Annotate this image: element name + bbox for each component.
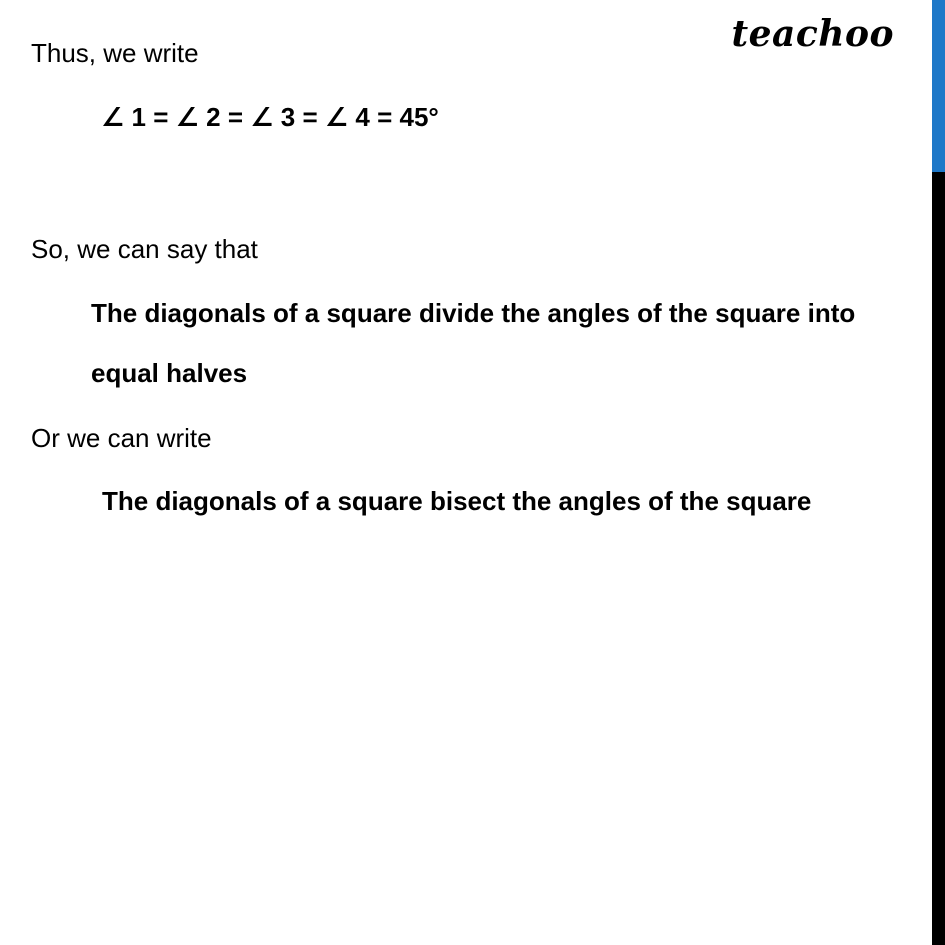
intro-text: Thus, we write bbox=[31, 38, 199, 68]
angle-equation: ∠ 1 = ∠ 2 = ∠ 3 = ∠ 4 = 45° bbox=[101, 102, 439, 132]
alternative-text: Or we can write bbox=[31, 423, 212, 453]
scrollbar-thumb[interactable] bbox=[932, 0, 945, 172]
statement-divide-line2: equal halves bbox=[91, 358, 248, 388]
teachoo-logo: teachoo bbox=[731, 13, 894, 55]
statement-bisect: The diagonals of a square bisect the angles of the square bbox=[102, 486, 812, 516]
transition-text: So, we can say that bbox=[31, 234, 258, 264]
statement-divide-line1: The diagonals of a square divide the angles of the square into bbox=[91, 298, 856, 328]
scrollbar-track[interactable] bbox=[932, 0, 945, 945]
